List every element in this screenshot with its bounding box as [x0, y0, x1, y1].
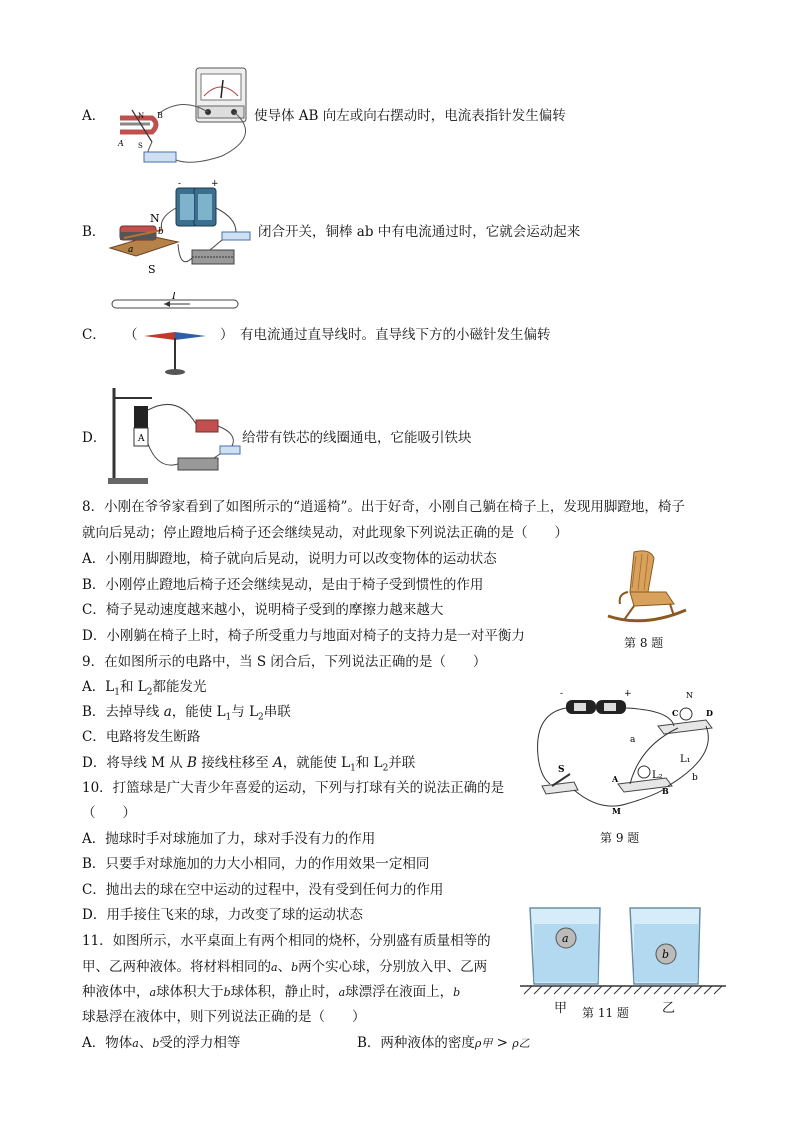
q9-caption: 第 9 题 [600, 831, 640, 845]
q11-option-a: A．物体a、b受的浮力相等 [82, 1035, 241, 1051]
battery-icon [176, 188, 216, 226]
fig-b-label-a: a [128, 245, 134, 255]
fig9-label-c: C [672, 708, 679, 718]
q9-option-b: B．去掉导线 a，能使 $L_1$与 $L_2$串联 [82, 704, 291, 723]
fig9-label-l2: L₂ [652, 770, 663, 781]
fig-b-label-s: S [148, 263, 156, 276]
q11-label-jia: 甲 [554, 1001, 568, 1016]
fig-a-label-a: A [118, 139, 124, 148]
q7-option-c-letter: C． [82, 327, 106, 343]
q7-option-d-text: 给带有铁芯的线圈通电，它能吸引铁块 [242, 430, 472, 446]
q10-stem-line1: 10．打篮球是广大青少年喜爱的运动，下列与打球有关的说法正确的是 [82, 780, 505, 796]
q8-stem-line2: 就向后晃动；停止蹬地后椅子还会继续晃动，对此现象下列说法正确的是（ ） [82, 525, 568, 541]
rocking-chair-image [604, 548, 690, 626]
q8-stem-line1: 8．小刚在爷爷家看到了如图所示的“逍遥椅”。出于好奇，小刚自己躺在椅子上，发现用脚蹬地，椅子 [82, 499, 685, 515]
q11-caption: 第 11 题 [582, 1006, 629, 1020]
beakers-figure [520, 904, 726, 996]
circuit-diagram-figure [530, 686, 720, 818]
q8-caption: 第 8 题 [624, 636, 664, 650]
q9-stem: 9．在如图所示的电路中，当 S 闭合后，下列说法正确的是（ ） [82, 654, 487, 670]
q8-option-a: A．小刚用脚蹬地，椅子就向后晃动，说明力可以改变物体的运动状态 [82, 551, 497, 567]
fig-b-minus: - [178, 179, 182, 189]
q7-option-a-text: 使导体 AB 向左或向右摆动时，电流表指针发生偏转 [254, 108, 566, 124]
q7-option-c-paren-left: （ [124, 327, 138, 343]
fig-a-label-n: N [138, 112, 145, 120]
q11-stem-line1: 11．如图所示，水平桌面上有两个相同的烧杯，分别盛有质量相等的 [82, 933, 491, 949]
q10-option-d: D．用手接住飞来的球，力改变了球的运动状态 [82, 907, 363, 923]
q10-option-b: B．只要手对球施加的力大小相同，力的作用效果一定相同 [82, 856, 430, 872]
q7-option-a-letter: A． [82, 108, 106, 124]
q7-option-c-paren-right: ） [220, 327, 234, 343]
fig9-label-n: N [686, 691, 693, 700]
fig-c-current-label: I [172, 292, 176, 302]
compass-needle-figure [140, 322, 210, 378]
q8-option-c: C．椅子晃动速度越来越小，说明椅子受到的摩擦力越来越大 [82, 602, 444, 618]
q7-option-b-text: 闭合开关，铜棒 ab 中有电流通过时，它就会运动起来 [258, 224, 581, 240]
q10-option-a: A．抛球时手对球施加了力，球对手没有力的作用 [82, 831, 376, 847]
electromagnetic-induction-figure [112, 66, 252, 171]
q7-option-b-letter: B． [82, 224, 106, 240]
fig9-label-a-wire: a [630, 735, 636, 745]
fig9-minus: - [560, 689, 564, 699]
q11-stem-line3: 种液体中，a球体积大于b球体积，静止时，a球漂浮在液面上，b [82, 984, 461, 1000]
q9-option-d: D．将导线 M 从 B 接线柱移至 A，就能使 $L_1$和 $L_2$并联 [82, 755, 416, 774]
battery-icon [566, 700, 626, 714]
q8-option-b: B．小刚停止蹬地后椅子还会继续晃动，是由于椅子受到惯性的作用 [82, 577, 484, 593]
q9-option-a: A．$L_1$和 $L_2$都能发光 [82, 679, 207, 698]
q9-option-c: C．电路将发生断路 [82, 729, 201, 745]
q11-ball-a-label: a [562, 932, 569, 945]
fig-b-plus: + [211, 179, 219, 189]
fig9-label-b: B [662, 786, 669, 796]
fig9-label-l1: L₁ [680, 754, 691, 765]
q11-label-yi: 乙 [662, 1001, 676, 1016]
q11-option-b: B．两种液体的密度ρ甲 > ρ乙 [357, 1035, 530, 1051]
fig9-plus: + [624, 689, 632, 699]
electromagnet-figure [108, 384, 244, 490]
motor-principle-figure [106, 178, 256, 278]
q11-ball-b-label: b [662, 948, 670, 961]
fig-d-ammeter-label: A [138, 434, 145, 444]
fig-a-label-s: S [138, 142, 143, 150]
fig9-label-b-wire: b [692, 773, 698, 783]
q10-option-c: C．抛出去的球在空中运动的过程中，没有受到任何力的作用 [82, 882, 444, 898]
q7-option-c-text: 有电流通过直导线时。直导线下方的小磁针发生偏转 [240, 327, 551, 343]
q11-stem-line2: 甲、乙两种液体。将材料相同的a、b两个实心球，分别放入甲、乙两 [82, 959, 488, 975]
fig9-label-m: M [612, 806, 621, 816]
fig-b-label-n: N [150, 212, 160, 225]
q7-option-d-letter: D． [82, 430, 107, 446]
fig-a-label-b: B [157, 111, 163, 120]
fig-b-label-b: b [158, 227, 164, 237]
fig9-label-a: A [612, 774, 619, 784]
q11-stem-line4: 球悬浮在液体中，则下列说法正确的是（ ） [82, 1009, 366, 1025]
q10-stem-line2: （ ） [82, 805, 136, 821]
q8-option-d: D．小刚躺在椅子上时，椅子所受重力与地面对椅子的支持力是一对平衡力 [82, 628, 525, 644]
fig9-label-d: D [706, 708, 713, 718]
fig9-label-s: S [558, 765, 565, 775]
straight-wire-figure [110, 292, 240, 312]
